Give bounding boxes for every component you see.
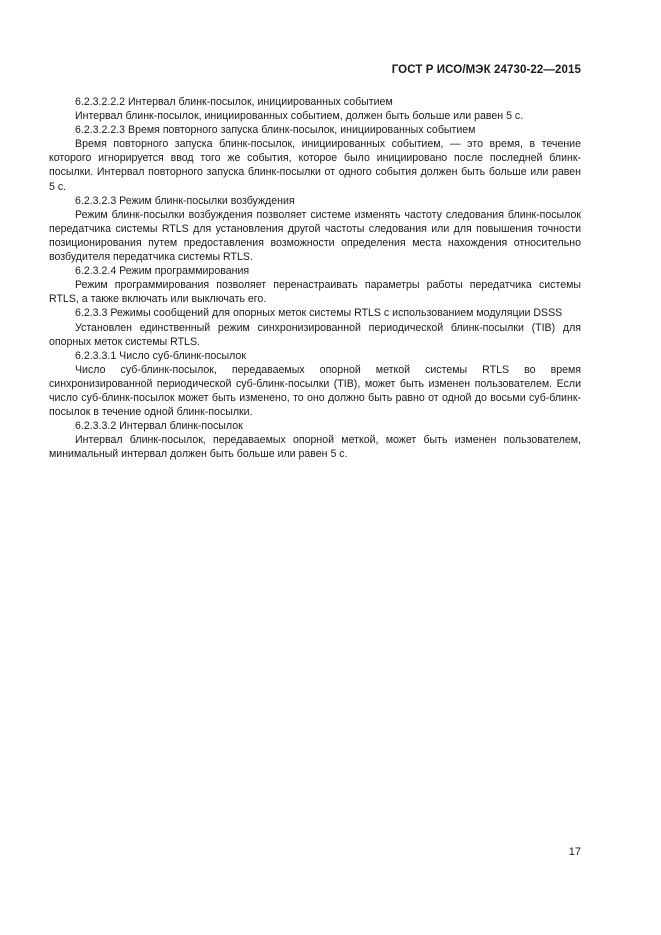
document-header: ГОСТ Р ИСО/МЭК 24730-22—2015 [391, 64, 581, 76]
body-paragraph: Интервал блинк-посылок, инициированных событием, должен быть больше или равен 5 с. [75, 110, 524, 123]
section-heading: 6.2.3.2.2.2 Интервал блинк-посылок, инициированных событием [75, 96, 393, 108]
section-heading: 6.2.3.3.1 Число суб-блинк-посылок [75, 349, 246, 362]
body-paragraph: Число суб-блинк-посылок, передаваемых опорной меткой системы RTLS во время синхронизированной периодической суб-блинк-посылки (TIB), может быть изменен пользователем. Если число суб-блинк-посылок может быть изменено, то оно должно быть равно от одной до восьми суб-блинк-посылок в течение одной блинк-посылки. [49, 363, 581, 419]
section-heading: 6.2.3.2.3 Режим блинк-посылки возбуждения [75, 194, 295, 207]
section-heading: 6.2.3.3.2 Интервал блинк-посылок [75, 420, 243, 433]
body-paragraph: Интервал блинк-посылок, передаваемых опорной меткой, может быть изменен пользователем, минимальный интервал должен быть больше или равен 5 с. [49, 434, 581, 461]
body-paragraph: Установлен единственный режим синхронизированной периодической блинк-посылки (TIB) для опорных меток системы RTLS. [49, 321, 581, 348]
section-heading: 6.2.3.2.2.3 Время повторного запуска блинк-посылок, инициированных событием [75, 124, 476, 137]
page-number: 17 [568, 846, 581, 858]
document-body [49, 95, 581, 461]
body-paragraph: Режим блинк-посылки возбуждения позволяет системе изменять частоту следования блинк-посылок передатчика системы RTLS для установления другой частоты следования или для повышения точности позиционирования путем предоставления возможности определения места нахождения относительно возбудителя передатчика системы RTLS. [49, 208, 581, 264]
section-heading: 6.2.3.2.4 Режим программирования [75, 265, 250, 278]
body-paragraph: Время повторного запуска блинк-посылок, инициированных событием, — это время, в течение которого игнорируется ввод того же события, которое было инициировано после последней блинк-посылки. Интервал повторного запуска блинк-посылки от одного события должен быть больше или равен 5 с. [49, 138, 581, 193]
body-paragraph: Режим программирования позволяет перенастраивать параметры работы передатчика системы RTLS, а также включать или выключать его. [49, 279, 581, 306]
section-heading: 6.2.3.3 Режимы сообщений для опорных меток системы RTLS с использованием модуляции DSSS [75, 307, 563, 320]
